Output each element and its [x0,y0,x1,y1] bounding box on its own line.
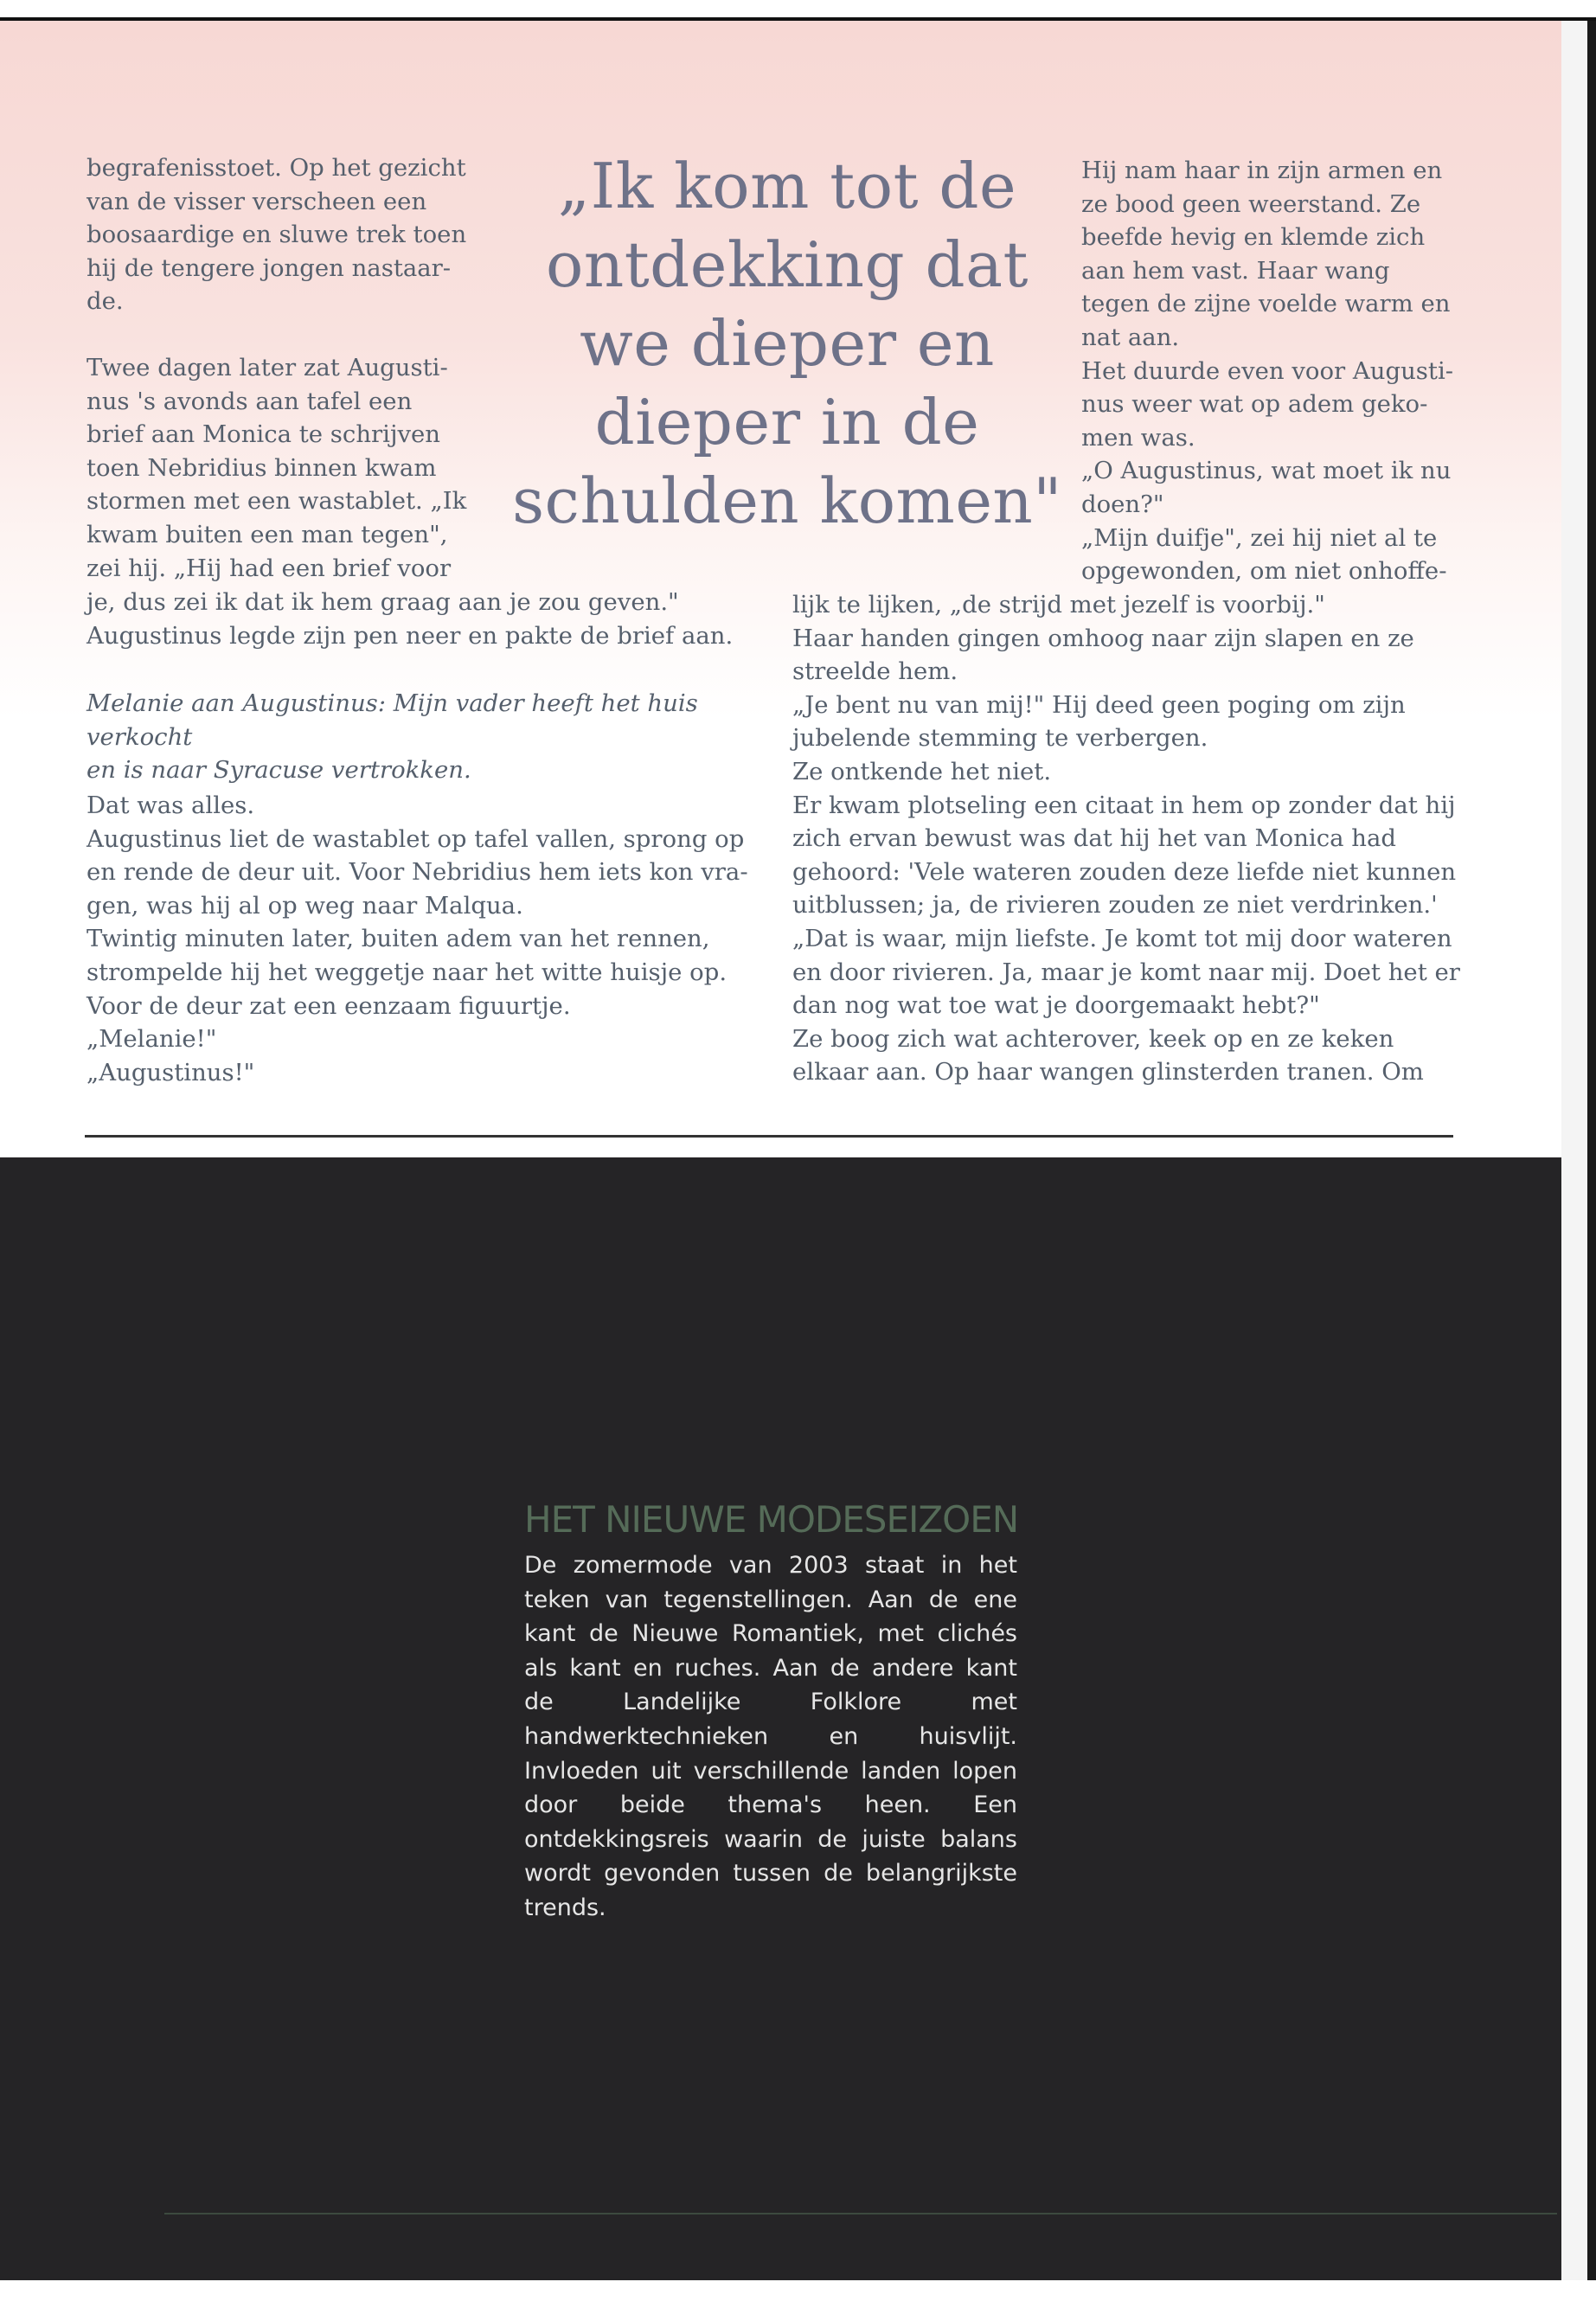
text-line: „Dat is waar, mijn liefste. Je komt tot mij door wateren [792,924,1452,952]
text-line: opgewonden, om niet onhoffe- [1081,557,1447,586]
text-line: Ze ontkende het niet. [792,757,1052,785]
text-line: Er kwam plotseling een citaat in hem op zonder dat hij [792,791,1456,819]
text-line: strompelde hij het weggetje naar het witte huisje op. [87,958,727,986]
text-line: streelde hem. [792,657,958,686]
text-line: Twee dagen later zat Augusti- [87,353,448,381]
text-line: Het duurde even voor Augusti- [1081,356,1454,385]
pull-quote [484,147,1090,541]
text-line: Augustinus liet de wastablet op tafel vallen, sprong op [87,824,745,853]
text-line: „Mijn duifje", zei hij niet al te [1081,523,1438,552]
text-line: jubelende stemming te verbergen. [792,724,1208,753]
letter-excerpt [87,687,796,787]
text-line: brief aan Monica te schrijven [87,420,441,449]
text-line: zich ervan bewust was dat hij het van Monica had [792,824,1396,853]
text-line: men was. [1081,423,1195,452]
pull-quote-line: ontdekking dat [546,228,1029,301]
pull-quote-line: „Ik kom tot de [557,150,1017,222]
text-line: de. [87,287,124,316]
column-left-bottom [87,789,796,1089]
text-line: „Je bent nu van mij!" Hij deed geen poging om zijn [792,690,1406,719]
text-line: en door rivieren. Ja, maar je komt naar mij. Doet het er [792,958,1460,986]
text-line: stormen met een wastablet. „Ik [87,487,467,516]
text-line: nus weer wat op adem geko- [1081,390,1428,419]
text-line: beefde hevig en klemde zich [1081,223,1426,252]
page-right-edge [1561,21,1596,2301]
text-line: en rende de deur uit. Voor Nebridius hem iets kon vra- [87,858,748,887]
text-line: „Augustinus!" [87,1058,255,1086]
text-line: Ze boog zich wat achterover, keek op en ze keken [792,1024,1394,1053]
page-bottom-margin [0,2280,1596,2301]
column-right-wide [792,588,1467,1089]
paragraph-gap [87,318,484,351]
text-line: dan nog wat toe wat je doorgemaakt hebt?" [792,991,1320,1020]
fashion-title: HET NIEUWE MODESEIZOEN [524,1498,1019,1541]
text-line: tegen de zijne voelde warm en [1081,290,1451,318]
text-line: Augustinus legde zijn pen neer en pakte de brief aan. [87,621,734,650]
text-line: je, dus zei ik dat ik hem graag aan je zou geven." [87,588,679,616]
text-line: Melanie aan Augustinus: Mijn vader heeft het huis verkocht [87,689,698,751]
text-line: uitblussen; ja, de rivieren zouden ze niet verdrinken.' [792,891,1438,920]
text-line: elkaar aan. Op haar wangen glinsterden tranen. Om [792,1058,1424,1086]
text-line: „O Augustinus, wat moet ik nu [1081,457,1452,485]
column-right-top [1081,154,1462,588]
text-line: begrafenisstoet. Op het gezicht [87,154,466,182]
column-left-top [87,151,484,585]
section-divider [85,1135,1453,1138]
text-line: nat aan. [1081,323,1180,351]
text-line: toen Nebridius binnen kwam [87,453,437,482]
text-line: gen, was hij al op weg naar Malqua. [87,891,523,920]
pull-quote-line: dieper in de [594,386,980,458]
column-left-wide [87,586,796,652]
text-line: Hij nam haar in zijn armen en [1081,157,1443,184]
text-line: Twintig minuten later, buiten adem van het rennen, [87,925,710,953]
text-line: nus 's avonds aan tafel een [87,387,413,415]
text-line: hij de tengere jongen nastaar- [87,253,452,282]
text-line: van de visser verscheen een [87,187,427,215]
text-line: boosaardige en sluwe trek toen [87,221,467,249]
text-line: Dat was alles. [87,792,255,819]
text-line: zei hij. „Hij had een brief voor [87,554,452,582]
text-line: gehoord: 'Vele wateren zouden deze liefde niet kunnen [792,857,1457,886]
text-line: „Melanie!" [87,1025,217,1054]
text-line: kwam buiten een man tegen", [87,520,448,548]
fashion-body: De zomermode van 2003 staat in het teken van tegenstellingen. Aan de ene kant de Nieuwe Romantiek, met clichés als kant en ruches. Aan de andere kant de Landelijke Folklore met handwerktechnieken en huisvlijt. Invloeden uit verschillende landen lopen door beide thema's heen. Een ontdekkingsreis waarin de juiste balans wordt gevonden tussen de belangrijkste trends. [524,1552,1017,1921]
text-line: en is naar Syracuse vertrokken. [87,756,471,785]
pull-quote-line: schulden komen" [512,465,1062,537]
pull-quote-line: we dieper en [580,307,995,380]
text-line: lijk te lijken, „de strijd met jezelf is voorbij." [792,591,1325,619]
text-line: doen?" [1081,490,1164,518]
text-line: Voor de deur zat een eenzaam figuurtje. [87,991,571,1020]
bottom-rule [164,2213,1557,2214]
text-line: Haar handen gingen omhoog naar zijn slapen en ze [792,624,1414,652]
text-line: aan hem vast. Haar wang [1081,256,1390,285]
text-line: ze bood geen weerstand. Ze [1081,189,1421,218]
